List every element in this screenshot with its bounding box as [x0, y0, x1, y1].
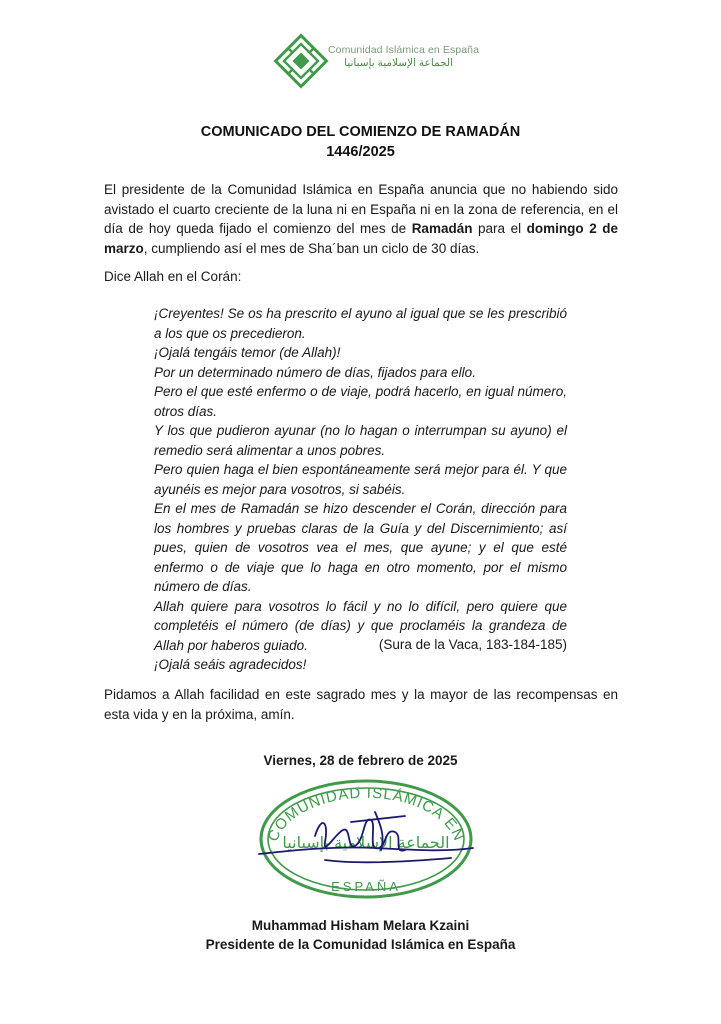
quote-line: Y los que pudieron ayunar (no lo hagan o interrumpan su ayuno) el remedio será alimentar a unos pobres.: [154, 423, 567, 458]
document-title: COMUNICADO DEL COMIENZO DE RAMADÁN: [200, 124, 521, 140]
stamp-bottom-text: ESPAÑA: [331, 879, 401, 894]
official-stamp: [255, 776, 477, 902]
quran-quote: [154, 304, 567, 675]
quote-line: Por un determinado número de días, fijados para ello.: [154, 364, 476, 380]
quote-line: En el mes de Ramadán se hizo descender el Corán, dirección para los hombres y pruebas claras de la Guía y del Discernimiento; así pues, quien de vosotros vea el mes, que ayune; y el que esté enfermo o de viaje que lo haga en otro momento, por el mismo número de días.: [154, 501, 567, 594]
intro-paragraph: [104, 180, 618, 258]
quote-line: ¡Creyentes! Se os ha prescrito el ayuno al igual que se les prescribió a los que os precedieron.: [154, 306, 567, 341]
quran-intro-line: Dice Allah en el Corán:: [104, 269, 242, 284]
org-name-arabic: الجماعة الإسلامية بإسبانيا: [344, 57, 453, 69]
intro-text-3: , cumpliendo así el mes de Sha´ban un ciclo de 30 días.: [143, 240, 480, 256]
quote-source: (Sura de la Vaca, 183-184-185): [378, 637, 567, 652]
document-year: 1446/2025: [326, 144, 395, 160]
quote-line: ¡Ojalá seáis agradecidos!: [154, 657, 307, 672]
intro-bold-date: domingo 2 de marzo: [104, 221, 619, 256]
intro-bold-ramadan: Ramadán: [411, 221, 473, 236]
quote-line: Allah quiere para vosotros lo fácil y no lo difícil, pero quiere que completéis el número (de días) y que proclaméis la grandeza de Allah por haberos guiado.: [154, 598, 567, 653]
document-date: Viernes, 28 de febrero de 2025: [263, 753, 458, 768]
quote-line: Pero el que esté enfermo o de viaje, podrá hacerlo, en igual número, otros días.: [154, 384, 567, 419]
stamp-arabic-text: الجماعة الإسلامية بإسبانيا: [282, 833, 450, 852]
closing-paragraph: Pidamos a Allah facilidad en este sagrado mes y la mayor de las recompensas en esta vida y en la próxima, amín.: [104, 687, 618, 722]
quote-line: Pero quien haga el bien espontáneamente será mejor para él. Y que ayunéis es mejor para vosotros, si sabéis.: [154, 462, 567, 497]
org-name-spanish: Comunidad Islámica en España: [328, 44, 480, 56]
intro-text-1: El presidente de la Comunidad Islámica en España anuncia que no habiendo sido avistado el cuarto creciente de la luna ni en España ni en la zona de referencia, en el día de hoy queda fijado el comienzo del mes de: [104, 182, 618, 236]
intro-text-2: para el: [472, 221, 527, 236]
kufic-square-logo-icon: [268, 32, 334, 90]
quote-line: ¡Ojalá tengáis temor (de Allah)!: [154, 345, 341, 360]
signer-role: Presidente de la Comunidad Islámica en España: [205, 937, 516, 952]
stamp-top-text: COMUNIDAD ISLÁMICA EN: [264, 784, 468, 844]
signer-name: Muhammad Hisham Melara Kzaini: [251, 918, 470, 933]
